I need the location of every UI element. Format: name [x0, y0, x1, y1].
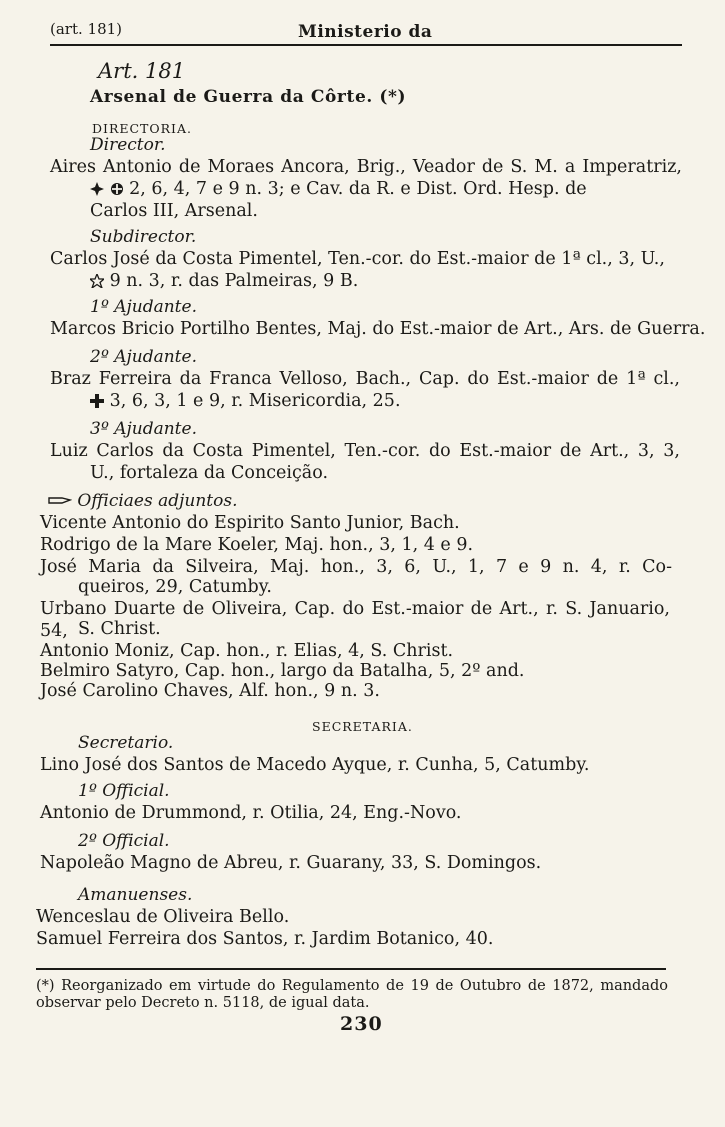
amanuense-entry-2: Samuel Ferreira dos Santos, r. Jardim Botanico, 40.: [36, 929, 494, 949]
order-cross-icon: [90, 394, 104, 408]
director-entry-line2: 2, 6, 4, 7 e 9 n. 3; e Cav. da R. e Dist. Ord. Hesp. de: [90, 178, 587, 200]
ajudante1-entry: Marcos Bricio Portilho Bentes, Maj. do Est.-maior de Art., Ars. de Guerra.: [50, 319, 706, 339]
ajudante2-entry-line2: 3, 6, 3, 1 e 9, r. Misericordia, 25.: [90, 390, 401, 412]
ajudante2-role: 2º Ajudante.: [90, 347, 197, 367]
officiaes-role: Officiaes adjuntos.: [48, 490, 238, 512]
officiaes-entry-7: José Carolino Chaves, Alf. hon., 9 n. 3.: [40, 681, 380, 701]
page-number: 230: [340, 1013, 383, 1035]
officiaes-entry-1: Vicente Antonio do Espirito Santo Junior, Bach.: [40, 513, 460, 533]
footnote-line2: observar pelo Decreto n. 5118, de igual data.: [36, 995, 370, 1011]
directoria-heading: DIRECTORIA.: [92, 121, 192, 136]
director-role: Director.: [90, 135, 166, 155]
footnote: [36, 978, 668, 1012]
officiaes-entry-3a: José Maria da Silveira, Maj. hon., 3, 6, U., 1, 7 e 9 n. 4, r. Co-: [40, 557, 672, 577]
secretario-entry: Lino José dos Santos de Macedo Ayque, r. Cunha, 5, Catumby.: [40, 755, 590, 775]
amanuense-entry-1: Wenceslau de Oliveira Bello.: [36, 907, 290, 927]
order-star-icon: [90, 274, 104, 288]
director-entry-line1: Aires Antonio de Moraes Ancora, Brig., Veador de S. M. a Imperatriz,: [50, 157, 682, 177]
official2-role: 2º Official.: [78, 831, 170, 851]
ajudante3-entry-line1: Luiz Carlos da Costa Pimentel, Ten.-cor. do Est.-maior de Art., 3, 3,: [50, 441, 680, 461]
article-title: Arsenal de Guerra da Côrte. (*): [90, 87, 407, 107]
official1-entry: Antonio de Drummond, r. Otilia, 24, Eng.-Novo.: [40, 803, 462, 823]
officiaes-entry-4b: S. Christ.: [78, 619, 161, 639]
article-label: Art. 181: [98, 59, 186, 83]
ajudante3-role: 3º Ajudante.: [90, 419, 197, 439]
ajudante2-entry-line1: Braz Ferreira da Franca Velloso, Bach., Cap. do Est.-maior de 1ª cl.,: [50, 369, 680, 389]
order-christ-icon: [110, 182, 124, 196]
officiaes-entry-3b: queiros, 29, Catumby.: [78, 577, 272, 597]
footnote-rule: [36, 968, 666, 970]
subdirector-role: Subdirector.: [90, 227, 197, 247]
officiaes-entry-5: Antonio Moniz, Cap. hon., r. Elias, 4, S. Christ.: [40, 641, 454, 661]
subdirector-entry-line2: 9 n. 3, r. das Palmeiras, 9 B.: [90, 270, 358, 292]
ajudante3-entry-line2: U., fortaleza da Conceição.: [90, 463, 329, 483]
subdirector-entry-line1: Carlos José da Costa Pimentel, Ten.-cor. do Est.-maior de 1ª cl., 3, U.,: [50, 249, 665, 269]
officiaes-entry-4a: Urbano Duarte de Oliveira, Cap. do Est.-maior de Art., r. S. Januario, 54,: [40, 599, 670, 641]
ajudante1-role: 1º Ajudante.: [90, 297, 197, 317]
running-header-left: (art. 181): [50, 20, 123, 38]
header-rule: [50, 44, 682, 46]
director-entry-line3: Carlos III, Arsenal.: [90, 201, 258, 221]
footnote-line1: (*) Reorganizado em virtude do Regulamento de 19 de Outubro de 1872, mandado: [36, 978, 668, 994]
running-header-right: Ministerio da: [298, 22, 433, 42]
pointing-hand-icon: [48, 494, 72, 508]
secretario-role: Secretario.: [78, 733, 174, 753]
official1-role: 1º Official.: [78, 781, 170, 801]
official2-entry: Napoleão Magno de Abreu, r. Guarany, 33, S. Domingos.: [40, 853, 542, 873]
officiaes-entry-6: Belmiro Satyro, Cap. hon., largo da Batalha, 5, 2º and.: [40, 661, 525, 681]
secretaria-heading: SECRETARIA.: [312, 719, 413, 734]
officiaes-entry-2: Rodrigo de la Mare Koeler, Maj. hon., 3, 1, 4 e 9.: [40, 535, 474, 555]
order-rose-icon: [90, 182, 104, 196]
amanuenses-role: Amanuenses.: [78, 885, 193, 905]
